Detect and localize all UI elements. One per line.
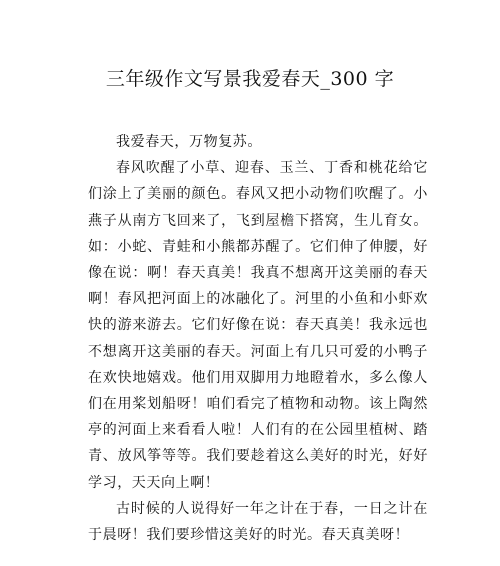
paragraph: 春风吹醒了小草、迎春、玉兰、丁香和桃花给它们涂上了美丽的颜色。春风又把小动物们吹醒了。小燕子从南方飞回来了，飞到屋檐下搭窝，生儿育女。如：小蛇、青蛙和小熊都苏醒了。它们伸了伸腰，好像在说：啊！春天真美！我真不想离开这美丽的春天啊！春风把河面上的冰融化了。河里的小鱼和小虾欢快的游来游去。它们好像在说：春天真美！我永远也不想离开这美丽的春天。河面上有几只可爱的小鸭子在欢快地嬉戏。他们用双脚用力地瞪着水，多么像人们在用桨划船呀！咱们看完了植物和动物。该上陶然亭的河面上来看看人啦！人们有的在公园里植树、踏青、放风筝等等。我们要趁着这么美好的时光，好好学习，天天向上啊！: [88, 160, 428, 491]
document-title: 三年级作文写景我爱春天_300 字: [105, 68, 395, 90]
document-body: [88, 129, 428, 548]
paragraph: 我爱春天，万物复苏。: [116, 134, 262, 150]
paragraph: 古时候的人说得好一年之计在于春，一日之计在于晨呀！我们要珍惜这美好的时光。春天真美呀！: [88, 500, 428, 544]
